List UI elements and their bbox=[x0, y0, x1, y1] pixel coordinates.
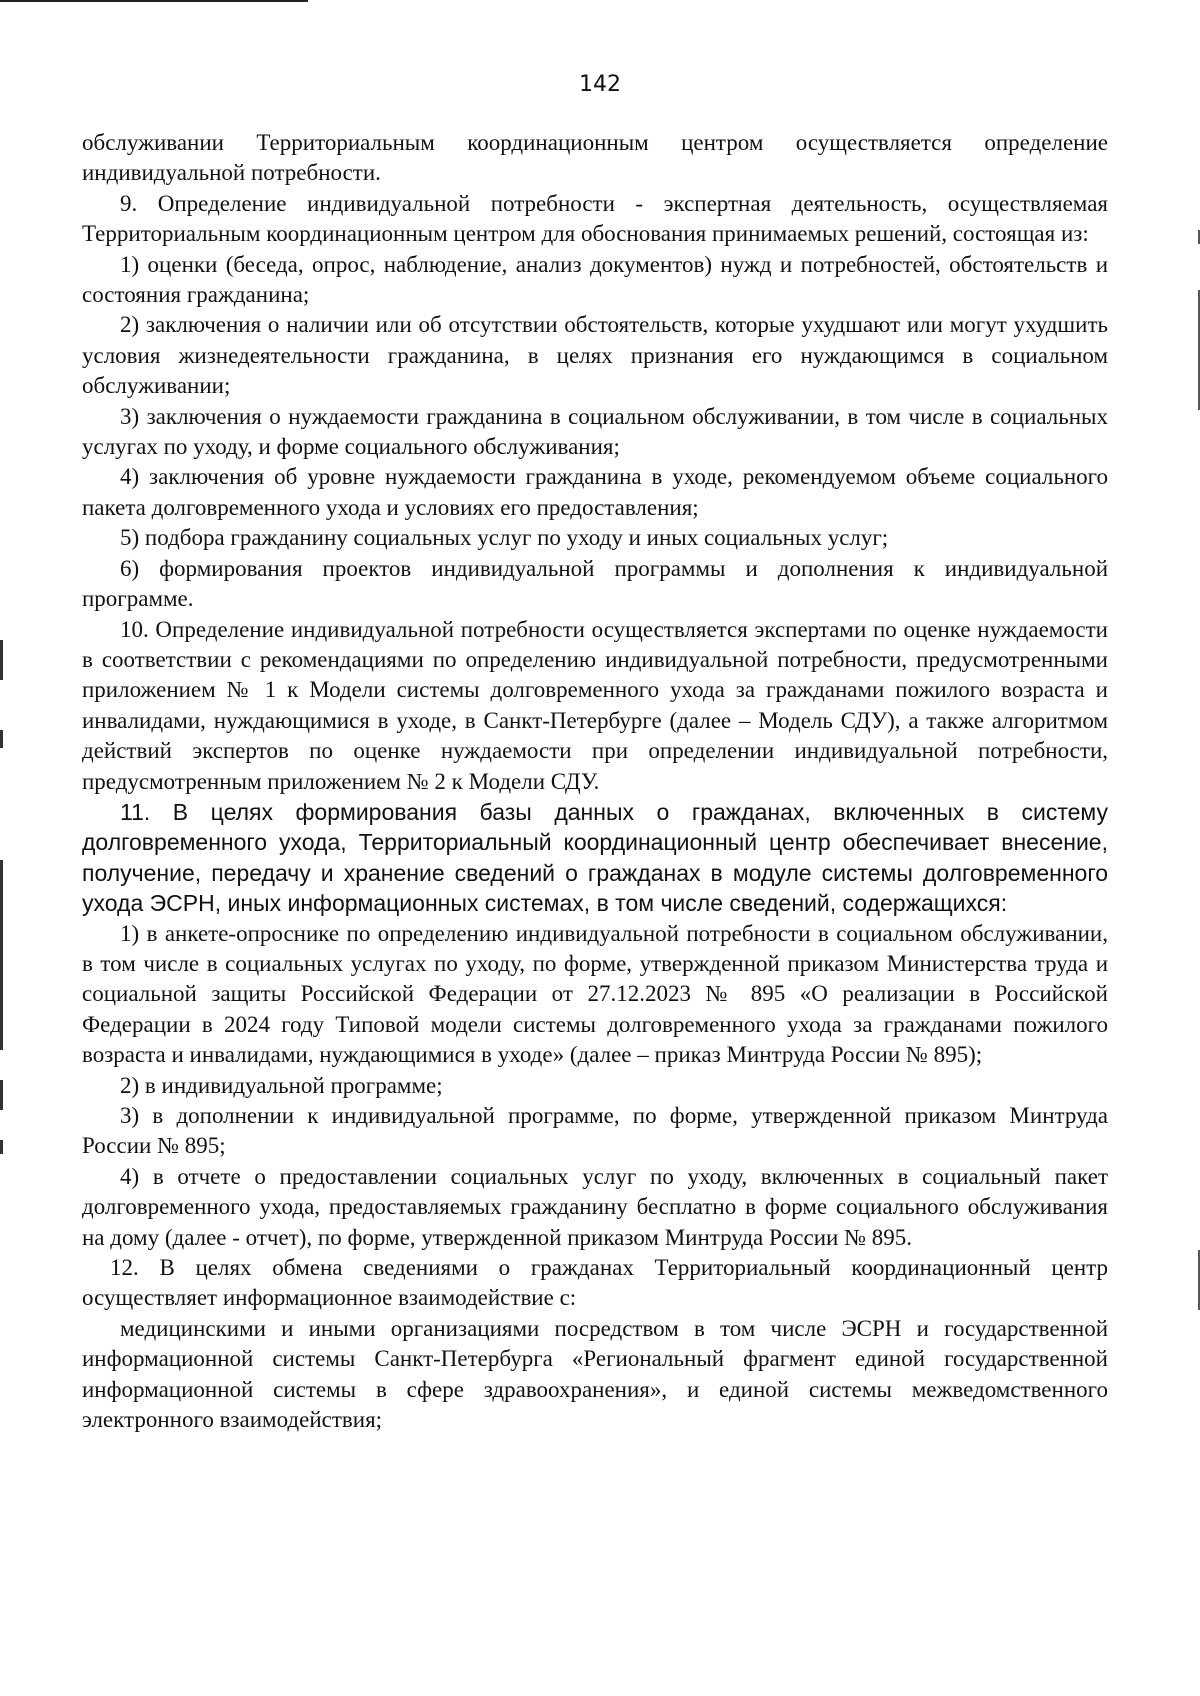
paragraph-subitem-9-5: 5) подбора гражданину социальных услуг по уходу и иных социальных услуг; bbox=[120, 525, 889, 551]
paragraph-item-10: 10. Определение индивидуальной потребности осуществляется экспертами по оценке нуждаемости в соответствии с рекомендациями по определению индивидуальной потребности, предусмотренными приложением № 1 к Модели системы долговременного ухода за гражданами пожилого возраста и инвалидами, нуждающимися в уходе, в Санкт-Петербурге (далее – Модель СДУ), а также алгоритмом действий экспертов по оценке нуждаемости при определении индивидуальной потребности, предусмотренным приложением № 2 к Модели СДУ. bbox=[82, 616, 1108, 794]
paragraph-item-12: 12. В целях обмена сведениями о гражданах Территориальный координационный центр осуществляет информационное взаимодействие с: bbox=[82, 1255, 1108, 1311]
paragraph-subitem-9-2: 2) заключения о наличии или об отсутствии обстоятельств, которые ухудшают или могут ухудшить условия жизнедеятельности гражданина, в целях признания его нуждающимся в социальном обслуживании; bbox=[82, 312, 1108, 399]
paragraph-subitem-11-4: 4) в отчете о предоставлении социальных услуг по уходу, включенных в социальный пакет долговременного ухода, предоставляемых гражданину бесплатно в форме социального обслуживания на дому (далее - отчет), по форме, утвержденной приказом Минтруда России № 895. bbox=[82, 1163, 1108, 1250]
paragraph-continuation: обслуживании Территориальным координационным центром осуществляется определение индивидуальной потребности. bbox=[82, 130, 1108, 186]
paragraph-subitem-9-6: 6) формирования проектов индивидуальной программы и дополнения к индивидуальной программе. bbox=[82, 555, 1108, 612]
paragraph-subitem-11-1: 1) в анкете-опроснике по определению индивидуальной потребности в социальном обслуживании, в том числе в социальных услугах по уходу, по форме, утвержденной приказом Министерства труда и социальной защиты Российской Федерации от 27.12.2023 № 895 «О реализации в Российской Федерации в 2024 году Типовой модели системы долговременного ухода за гражданами пожилого возраста и инвалидами, нуждающимися в уходе» (далее – приказ Минтруда России № 895); bbox=[82, 920, 1108, 1068]
left-margin-scan-marks bbox=[0, 0, 6, 1696]
paragraph-subitem-11-2: 2) в индивидуальной программе; bbox=[120, 1072, 443, 1098]
paragraph-subitem-9-3: 3) заключения о нуждаемости гражданина в социальном обслуживании, в том числе в социальных услугах по уходу, и форме социального обслуживания; bbox=[82, 403, 1108, 460]
scan-top-rule bbox=[0, 0, 308, 2]
paragraph-subitem-9-4: 4) заключения об уровне нуждаемости гражданина в уходе, рекомендуемом объеме социального пакета долговременного ухода и условиях его предоставления; bbox=[82, 464, 1108, 520]
document-body bbox=[82, 128, 1108, 1435]
paragraph-item-11: 11. В целях формирования базы данных о гражданах, включенных в систему долговременного ухода, Территориальный координационный центр обеспечивает внесение, получение, передачу и хранение сведений о гражданах в модуле системы долговременного ухода ЭСРН, иных информационных системах, в том числе сведений, содержащихся: bbox=[82, 798, 1108, 917]
paragraph-subitem-12-1: медицинскими и иными организациями посредством в том числе ЭСРН и государственной информационной системы Санкт-Петербурга «Региональный фрагмент единой государственной информационной системы в сфере здравоохранения», и единой системы межведомственного электронного взаимодействия; bbox=[82, 1315, 1108, 1433]
paragraph-subitem-11-3: 3) в дополнении к индивидуальной программе, по форме, утвержденной приказом Минтруда России № 895; bbox=[82, 1103, 1108, 1159]
page-number: 142 bbox=[579, 72, 621, 97]
paragraph-subitem-9-1: 1) оценки (беседа, опрос, наблюдение, анализ документов) нужд и потребностей, обстоятельств и состояния гражданина; bbox=[82, 251, 1108, 308]
right-margin-scan-marks bbox=[1194, 0, 1200, 1696]
paragraph-item-9: 9. Определение индивидуальной потребности - экспертная деятельность, осуществляемая Территориальным координационным центром для обоснования принимаемых решений, состоящая из: bbox=[82, 190, 1108, 247]
